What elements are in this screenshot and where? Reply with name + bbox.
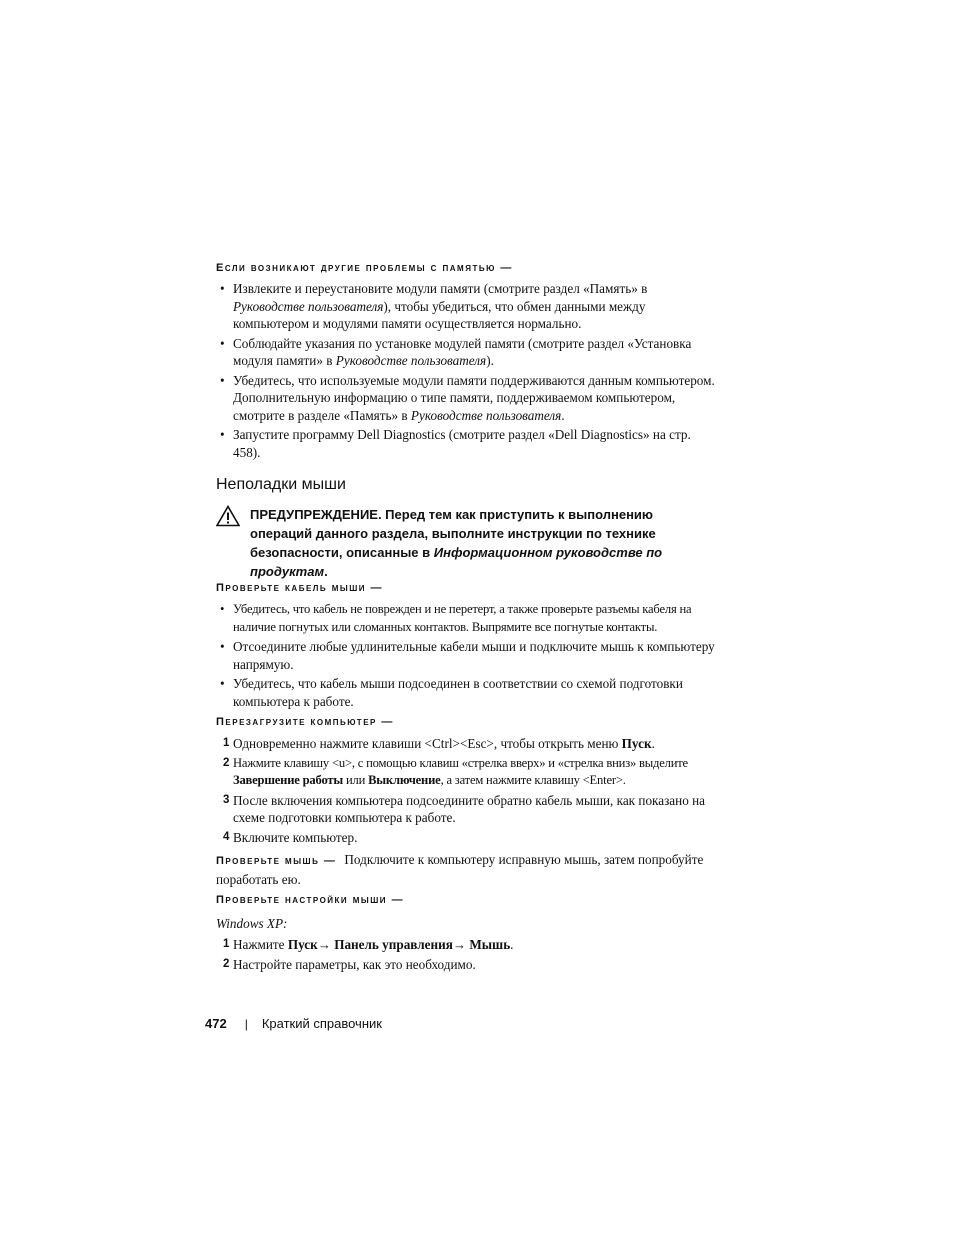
- memory-problems-heading: Если возникают другие проблемы с памятью —: [216, 262, 513, 274]
- restart-steps-list: [216, 735, 716, 848]
- settings-steps-list: [216, 936, 716, 975]
- footer-title: Краткий справочник: [261, 1016, 382, 1031]
- test-mouse-paragraph: Проверьте мышь — Подключите к компьютеру исправную мышь, затем попробуйте поработать ею.: [216, 852, 704, 887]
- list-item: • Извлеките и переустановите модули памяти (смотрите раздел «Память» в Руководстве пользователя), чтобы убедиться, что обмен данными между компьютером и модулями памяти осуществляется нормально.: [220, 281, 648, 331]
- check-cable-heading: Проверьте кабель мыши —: [216, 582, 384, 594]
- list-item: • Убедитесь, что кабель мыши подсоединен в соответствии со схемой подготовки компьютера к работе.: [220, 676, 683, 709]
- page-footer: [205, 1016, 382, 1031]
- page-number: 472: [205, 1016, 227, 1031]
- list-item: • Отсоедините любые удлинительные кабели мыши и подключите мышь к компьютеру напрямую.: [220, 639, 715, 672]
- footer-separator: |: [244, 1017, 248, 1031]
- list-item: 2 Нажмите клавишу <u>, с помощью клавиш «стрелка вверх» и «стрелка вниз» выделите Завершение работы или Выключение, а затем нажмите клавишу <Enter>.: [223, 755, 688, 787]
- warning-text: ПРЕДУПРЕЖДЕНИЕ. Перед тем как приступить к выполнению операций данного раздела, выполните инструкции по технике безопасности, описанные в Информационном руководстве по продуктам.: [250, 507, 663, 579]
- list-item: • Запустите программу Dell Diagnostics (смотрите раздел «Dell Diagnostics» на стр. 458).: [220, 427, 691, 460]
- list-item: 3 После включения компьютера подсоедините обратно кабель мыши, как показано на схеме подготовки компьютера к работе.: [223, 792, 706, 825]
- section-title-mouse: Неполадки мыши: [216, 476, 346, 493]
- cable-bullet-list: [216, 601, 716, 712]
- list-item: • Соблюдайте указания по установке модулей памяти (смотрите раздел «Установка модуля памяти» в Руководстве пользователя).: [220, 335, 692, 368]
- list-item: • Убедитесь, что используемые модули памяти поддерживаются данным компьютером. Дополнительную информацию о типе памяти, поддерживаемом компьютером, смотрите в разделе «Память» в Руководстве пользователя.: [220, 372, 715, 423]
- list-item: 1 Нажмите Пуск→ Панель управления→ Мышь.: [223, 937, 514, 952]
- restart-heading: Перезагрузите компьютер —: [216, 716, 394, 728]
- mouse-settings-heading: Проверьте настройки мыши —: [216, 894, 405, 906]
- list-item: 4 Включите компьютер.: [223, 829, 358, 845]
- list-item: 1 Одновременно нажмите клавиши <Ctrl><Esc>, чтобы открыть меню Пуск.: [223, 736, 655, 751]
- test-mouse-heading: Проверьте мышь —: [216, 855, 337, 867]
- windows-xp-label: Windows XP:: [216, 916, 288, 931]
- list-item: • Убедитесь, что кабель не поврежден и не перетерт, а также проверьте разъемы кабеля на наличие погнутых или сломанных контактов. Выпрямите все погнутые контакты.: [220, 602, 692, 634]
- memory-bullet-list: [216, 280, 716, 463]
- list-item: 2 Настройте параметры, как это необходимо.: [223, 956, 476, 972]
- warning-triangle-icon: [216, 505, 240, 527]
